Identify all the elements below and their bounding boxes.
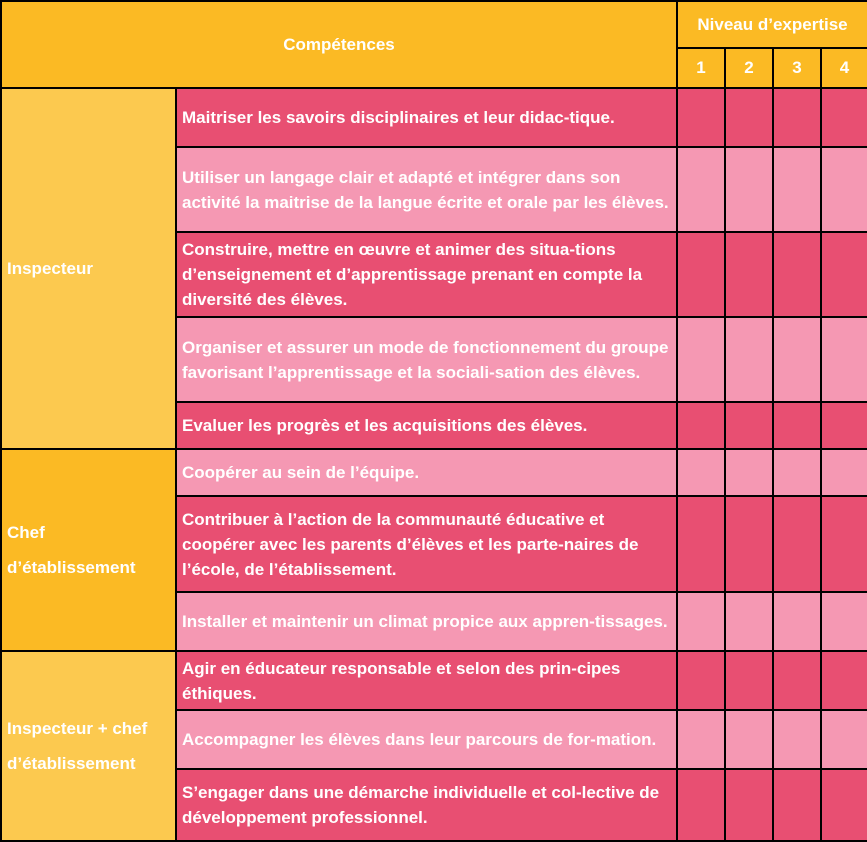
level-cell-4[interactable]	[821, 592, 867, 651]
level-cell-4[interactable]	[821, 651, 867, 710]
level-cell-2[interactable]	[725, 232, 773, 317]
level-cell-2[interactable]	[725, 651, 773, 710]
level-cell-4[interactable]	[821, 402, 867, 449]
competence-text: Coopérer au sein de l’équipe.	[176, 449, 677, 496]
table-row	[1, 449, 867, 496]
competence-text: S’engager dans une démarche individuelle et col-lective de développement professionnel.	[176, 769, 677, 841]
level-2-header: 2	[725, 48, 773, 88]
level-cell-3[interactable]	[773, 496, 821, 592]
competence-text: Organiser et assurer un mode de fonctionnement du groupe favorisant l’apprentissage et la sociali-sation des élèves.	[176, 317, 677, 402]
level-cell-3[interactable]	[773, 710, 821, 769]
level-cell-3[interactable]	[773, 592, 821, 651]
level-cell-3[interactable]	[773, 232, 821, 317]
level-cell-3[interactable]	[773, 317, 821, 402]
competence-text: Accompagner les élèves dans leur parcours de for-mation.	[176, 710, 677, 769]
level-cell-3[interactable]	[773, 88, 821, 147]
competence-text: Contribuer à l’action de la communauté éducative et coopérer avec les parents d’élèves et les parte-naires de l’école, de l’établissement.	[176, 496, 677, 592]
level-cell-2[interactable]	[725, 88, 773, 147]
level-cell-3[interactable]	[773, 147, 821, 232]
level-cell-2[interactable]	[725, 710, 773, 769]
level-cell-2[interactable]	[725, 402, 773, 449]
competence-text: Installer et maintenir un climat propice aux appren-tissages.	[176, 592, 677, 651]
level-cell-4[interactable]	[821, 449, 867, 496]
table-row	[1, 651, 867, 710]
level-cell-2[interactable]	[725, 147, 773, 232]
level-cell-3[interactable]	[773, 402, 821, 449]
role-inspecteur-chef: Inspecteur + chef d’établissement	[1, 651, 176, 841]
level-cell-2[interactable]	[725, 449, 773, 496]
competence-text: Utiliser un langage clair et adapté et intégrer dans son activité la maitrise de la langue écrite et orale par les élèves.	[176, 147, 677, 232]
level-cell-4[interactable]	[821, 769, 867, 841]
competences-header: Compétences	[1, 1, 677, 88]
level-cell-1[interactable]	[677, 592, 725, 651]
role-chef-etablissement: Chef d’établissement	[1, 449, 176, 651]
level-cell-4[interactable]	[821, 232, 867, 317]
level-cell-4[interactable]	[821, 317, 867, 402]
level-cell-1[interactable]	[677, 651, 725, 710]
level-cell-3[interactable]	[773, 769, 821, 841]
level-cell-1[interactable]	[677, 496, 725, 592]
competence-text: Agir en éducateur responsable et selon des prin-cipes éthiques.	[176, 651, 677, 710]
level-1-header: 1	[677, 48, 725, 88]
level-cell-4[interactable]	[821, 710, 867, 769]
level-4-header: 4	[821, 48, 867, 88]
level-cell-4[interactable]	[821, 88, 867, 147]
competence-text: Evaluer les progrès et les acquisitions des élèves.	[176, 402, 677, 449]
competence-text: Construire, mettre en œuvre et animer des situa-tions d’enseignement et d’apprentissage prenant en compte la diversité des élèves.	[176, 232, 677, 317]
level-cell-3[interactable]	[773, 449, 821, 496]
level-cell-3[interactable]	[773, 651, 821, 710]
level-cell-1[interactable]	[677, 769, 725, 841]
level-cell-2[interactable]	[725, 317, 773, 402]
table-row	[1, 88, 867, 147]
level-cell-4[interactable]	[821, 147, 867, 232]
level-cell-1[interactable]	[677, 317, 725, 402]
level-cell-1[interactable]	[677, 232, 725, 317]
level-cell-1[interactable]	[677, 449, 725, 496]
role-inspecteur: Inspecteur	[1, 88, 176, 449]
level-cell-2[interactable]	[725, 496, 773, 592]
level-cell-1[interactable]	[677, 88, 725, 147]
level-3-header: 3	[773, 48, 821, 88]
expertise-header: Niveau d’expertise	[677, 1, 867, 48]
level-cell-1[interactable]	[677, 710, 725, 769]
competence-text: Maitriser les savoirs disciplinaires et leur didac-tique.	[176, 88, 677, 147]
level-cell-2[interactable]	[725, 592, 773, 651]
level-cell-2[interactable]	[725, 769, 773, 841]
level-cell-4[interactable]	[821, 496, 867, 592]
level-cell-1[interactable]	[677, 147, 725, 232]
level-cell-1[interactable]	[677, 402, 725, 449]
